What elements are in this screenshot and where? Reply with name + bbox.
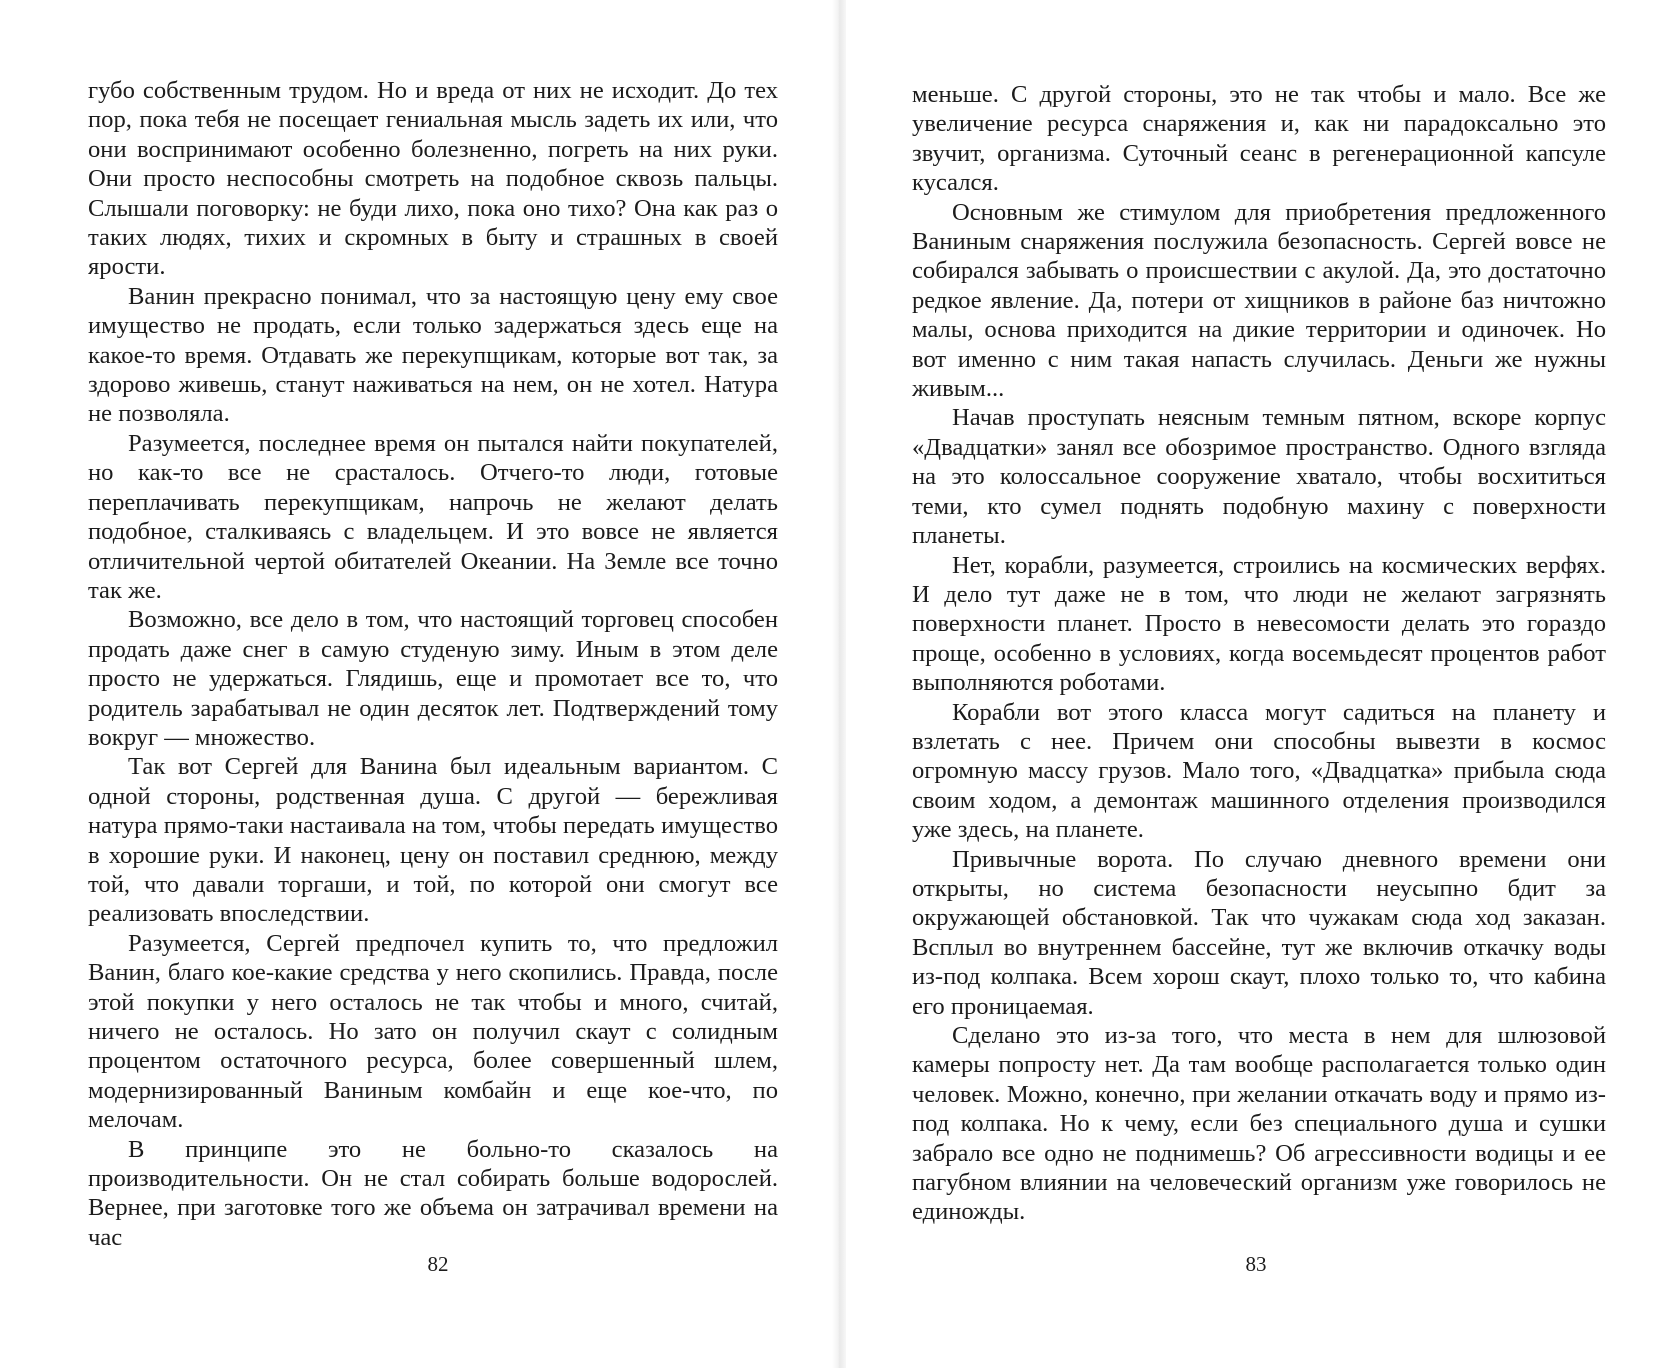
right-paragraph-7: Сделано это из-за того, что места в нем для шлюзовой камеры попросту нет. Да там вообще располагается только один человек. Можно, конечно, при желании откачать воду и прямо из-под колпака. Но к чему, если без специального душа и сушки забрало все одно не поднимешь? Об агрессивности водицы и ее пагубном влиянии на человеческий организм уже говорилось не единожды. [912, 1022, 1606, 1226]
left-paragraph-6: Разумеется, Сергей предпочел купить то, что предложил Ванин, благо кое-какие средства у него скопились. Правда, после этой покупки у него осталось не так чтобы и много, считай, ничего не осталось. Но зато он получил скаут с солидным процентом остаточного ресурса, более совершенный шлем, модернизированный Ваниным комбайн и еще кое-что, по мелочам. [88, 929, 778, 1134]
left-paragraph-2: Ванин прекрасно понимал, что за настоящую цену ему свое имущество не продать, если только задержаться здесь еще на какое-то время. Отдавать же перекупщикам, которые вот так, за здорово живешь, станут наживаться на нем, он не хотел. Натура не позволяла. [88, 282, 778, 428]
right-page [912, 80, 1606, 1227]
right-paragraph-6: Привычные ворота. По случаю дневного времени они открыты, но система безопасности неусыпно бдит за окружающей обстановкой. Так что чужакам сюда ход заказан. Всплыл во внутреннем бассейне, тут же включив откачку воды из-под колпака. Всем хорош скаут, плохо только то, что кабина его проницаемая. [912, 845, 1606, 1020]
right-paragraph-5: Корабли вот этого класса могут садиться на планету и взлетать с нее. Причем они способны вывезти в космос огромную массу грузов. Мало того, «Двадцатка» прибыла сюда своим ходом, а демонтаж машинного отделения производился уже здесь, на планете. [912, 698, 1606, 844]
right-paragraph-4: Нет, корабли, разумеется, строились на космических верфях. И дело тут даже не в том, что люди не желают загрязнять поверхности планет. Просто в невесомости делать это гораздо проще, особенно в условиях, когда восемьдесят процентов работ выполняются роботами. [912, 551, 1606, 697]
left-page [88, 76, 778, 1252]
left-paragraph-7: В принципе это не больно-то сказалось на производительности. Он не стал собирать больше водорослей. Вернее, при заготовке того же объема он затрачивал времени на час [88, 1135, 778, 1251]
book-gutter [832, 0, 846, 1368]
right-paragraph-1: меньше. С другой стороны, это не так чтобы и мало. Все же увеличение ресурса снаряжения и, как ни парадоксально это звучит, организма. Суточный сеанс в регенерационной капсуле кусался. [912, 81, 1606, 197]
left-page-number: 82 [427, 1252, 449, 1276]
left-paragraph-4: Возможно, все дело в том, что настоящий торговец способен продать даже снег в самую студеную зиму. Иным в этом деле просто не удержаться. Глядишь, еще и промотает все то, что родитель зарабатывал не один десяток лет. Подтверждений тому вокруг — множество. [88, 606, 778, 751]
left-paragraph-5: Так вот Сергей для Ванина был идеальным вариантом. С одной стороны, родственная душа. С другой — бережливая натура прямо-таки настаивала на том, чтобы передать имущество в хорошие руки. И наконец, цену он поставил среднюю, между той, что давали торгаши, и той, по которой они смогут все реализовать впоследствии. [88, 753, 778, 928]
right-paragraph-2: Основным же стимулом для приобретения предложенного Ваниным снаряжения послужила безопасность. Сергей вовсе не собирался забывать о происшествии с акулой. Да, это достаточно редкое явление. Да, потери от хищников в районе баз ничтожно малы, основа приходится на дикие территории и одиночек. Но вот именно с ним такая напасть случилась. Деньги же нужны живым... [912, 198, 1606, 403]
right-paragraph-3: Начав проступать неясным темным пятном, вскоре корпус «Двадцатки» занял все обозримое пространство. Одного взгляда на это колоссальное сооружение хватало, чтобы восхититься теми, кто сумел поднять подобную махину с поверхности планеты. [912, 404, 1606, 550]
left-paragraph-3: Разумеется, последнее время он пытался найти покупателей, но как-то все не срасталось. Отчего-то люди, готовые переплачивать перекупщикам, напрочь не желают делать подобное, сталкиваясь с владельцем. И это вовсе не является отличительной чертой обитателей Океании. На Земле все точно так же. [88, 429, 778, 604]
left-paragraph-1: губо собственным трудом. Но и вреда от них не исходит. До тех пор, пока тебя не посещает гениальная мысль задеть их или, что они воспринимают особенно болезненно, погреть на них руки. Они просто неспособны смотреть на подобное сквозь пальцы. Слышали поговорку: не буди лихо, пока оно тихо? Она как раз о таких людях, тихих и скромных в быту и страшных в своей ярости. [88, 77, 778, 281]
right-page-number: 83 [1245, 1252, 1267, 1276]
